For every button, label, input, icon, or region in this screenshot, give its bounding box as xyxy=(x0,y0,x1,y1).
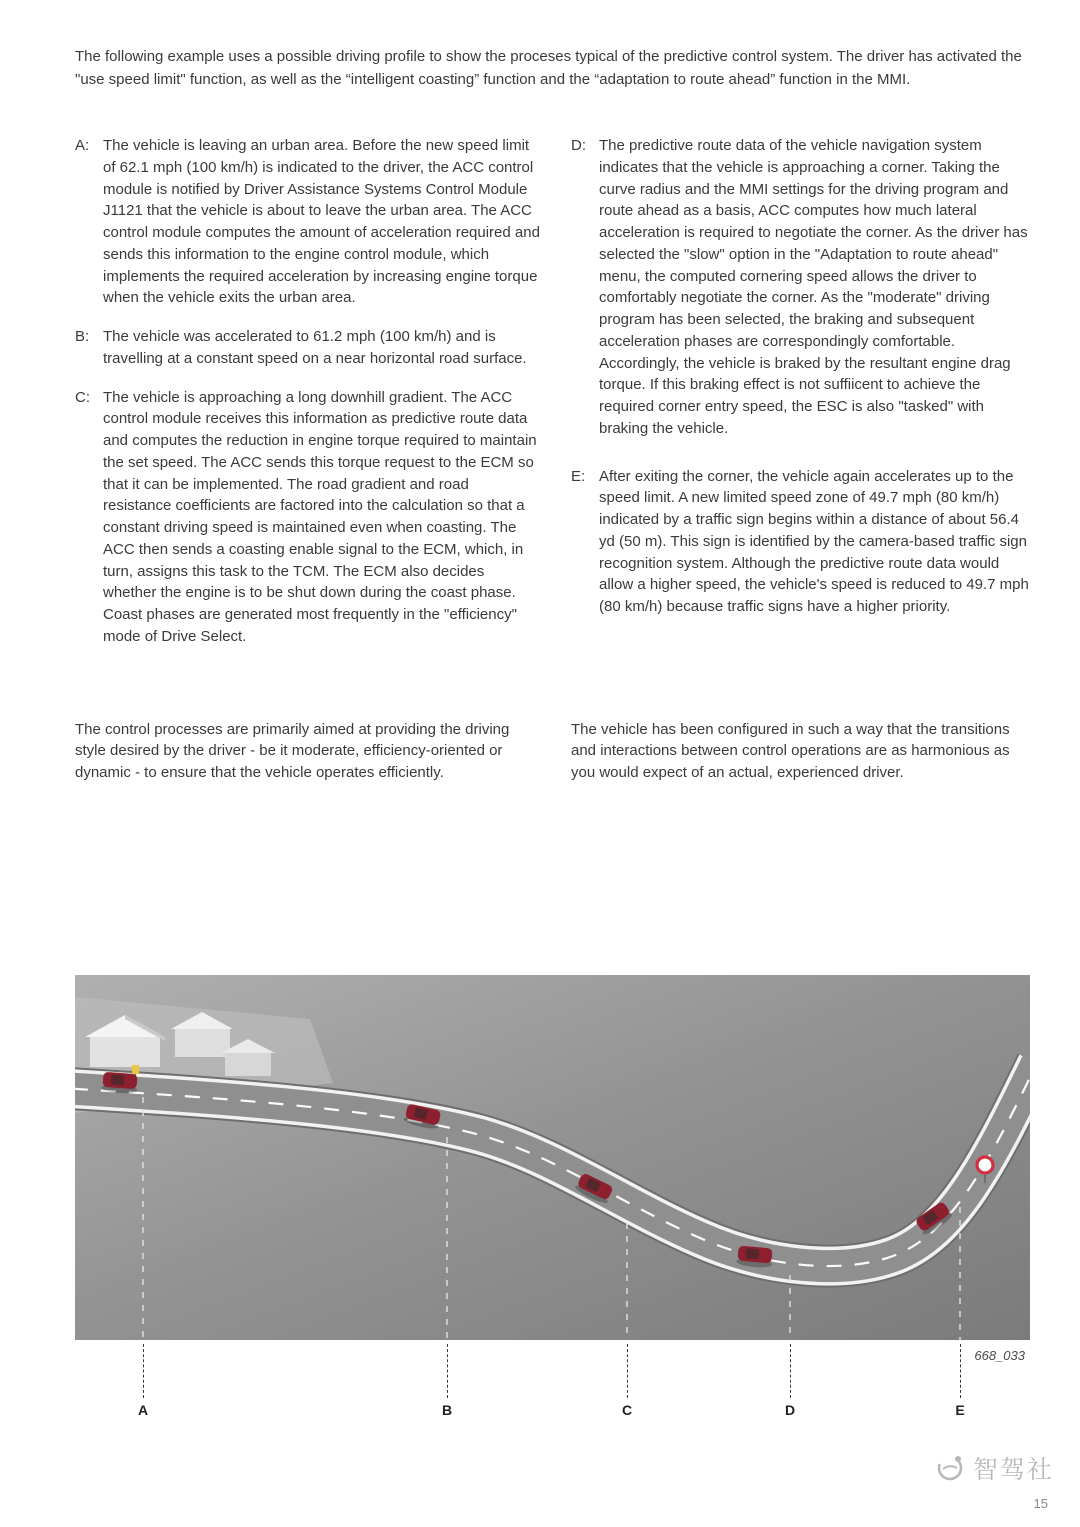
marker-label-d: D xyxy=(784,1402,796,1418)
marker-label-e: E xyxy=(955,1402,965,1418)
right-column xyxy=(571,135,1037,665)
marker-line-d xyxy=(790,1344,791,1398)
closing-paragraph-right: The vehicle has been configured in such a way that the transitions and interactions between control operations are as harmonious as you would expect of an actual, experienced driver. xyxy=(571,720,1010,781)
page-content xyxy=(75,46,1037,784)
item-e-text: After exiting the corner, the vehicle again accelerates up to the speed limit. A new limited speed zone of 49.7 mph (80 km/h) indicated by a traffic sign begins within a distance of about 56.4 yd (50 m). This sign is identified by the camera-based traffic sign recognition system. Although the predictive route data would allow a higher speed, the vehicle's speed is reduced to 49.7 mph (80 km/h) because traffic signs have a higher priority. xyxy=(599,467,1029,615)
watermark-text: 智驾社 xyxy=(972,1456,1054,1484)
item-b-label: B: xyxy=(75,328,90,345)
item-c xyxy=(75,387,541,648)
item-b-text: The vehicle was accelerated to 61.2 mph (100 km/h) and is travelling at a constant speed on a near horizontal road surface. xyxy=(103,328,527,367)
item-d-label: D: xyxy=(571,137,586,154)
item-a xyxy=(75,135,541,309)
watermark xyxy=(934,1450,1054,1486)
page-number: 15 xyxy=(1033,1496,1048,1511)
item-e xyxy=(571,466,1037,618)
marker-label-a: A xyxy=(137,1402,149,1418)
car-a-icon xyxy=(101,1072,138,1094)
road-scene-graphic xyxy=(75,975,1030,1340)
two-column-body xyxy=(75,135,1037,665)
marker-label-b: B xyxy=(441,1402,453,1418)
item-e-label: E: xyxy=(571,467,586,485)
closing-paragraphs xyxy=(75,719,1037,784)
item-c-label: C: xyxy=(75,388,90,406)
item-a-text: The vehicle is leaving an urban area. Before the new speed limit of 62.1 mph (100 km/h) is indicated to the driver, the ACC control module is notified by Driver Assistance Systems Control Module J1121 that the vehicle is about to leave the urban area. The ACC control module computes the amount of acceleration required and sends this information to the engine control module, which implements the required acceleration by increasing engine torque when the vehicle exits the urban area. xyxy=(103,137,540,307)
figure-caption: 668_033 xyxy=(974,1348,1025,1363)
watermark-logo-icon xyxy=(934,1452,966,1484)
figure-illustration xyxy=(75,975,1030,1340)
closing-paragraph-left: The control processes are primarily aimed at providing the driving style desired by the driver - be it moderate, efficiency-oriented or dynamic - to ensure that the vehicle operates efficiently. xyxy=(75,720,510,781)
marker-line-b xyxy=(447,1344,448,1398)
item-a-label: A: xyxy=(75,137,90,154)
item-c-text: The vehicle is approaching a long downhill gradient. The ACC control module receives this information as predictive route data and computes the reduction in engine torque required to maintain the set speed. The ACC sends this torque request to the ECM so that it can be implemented. The road gradient and road resistance coefficients are factored into the calculation so that a constant driving speed is maintained even when coasting. The ACC then sends a coasting enable signal to the ECM, which, in turn, assigns this task to the TCM. The ECM also decides whether the engine is to be shut down during the coast phase. Coast phases are generated most frequently in the "efficiency" mode of Drive Select. xyxy=(103,388,537,645)
marker-label-c: C xyxy=(621,1402,633,1418)
left-column xyxy=(75,135,541,665)
item-d-text: The predictive route data of the vehicle navigation system indicates that the vehicle is approaching a corner. Taking the curve radius and the MMI settings for the driving program and route ahead as a basis, ACC computes how much lateral acceleration is required to negotiate the corner. As the driver has selected the "slow" option in the "Adaptation to route ahead" menu, the computed cornering speed allows the driver to comfortably negotiate the corner. As the "moderate" driving program has been selected, the braking and subsequent acceleration phases are correspondingly comfortable. Accordingly, the vehicle is braked by the resultant engine drag torque. If this braking effect is not suffiicent to achieve the required corner entry speed, the ESC is also "tasked" with braking the vehicle. xyxy=(599,137,1028,437)
marker-line-c xyxy=(627,1344,628,1398)
item-d xyxy=(571,135,1037,440)
marker-line-e xyxy=(960,1344,961,1398)
item-b xyxy=(75,326,541,370)
marker-line-a xyxy=(143,1344,144,1398)
intro-paragraph: The following example uses a possible driving profile to show the proceses typical of the predictive control system. The driver has activated the "use speed limit" function, as well as the “intelligent coasting” function and the “adaptation to route ahead” function in the MMI. xyxy=(75,48,1022,88)
